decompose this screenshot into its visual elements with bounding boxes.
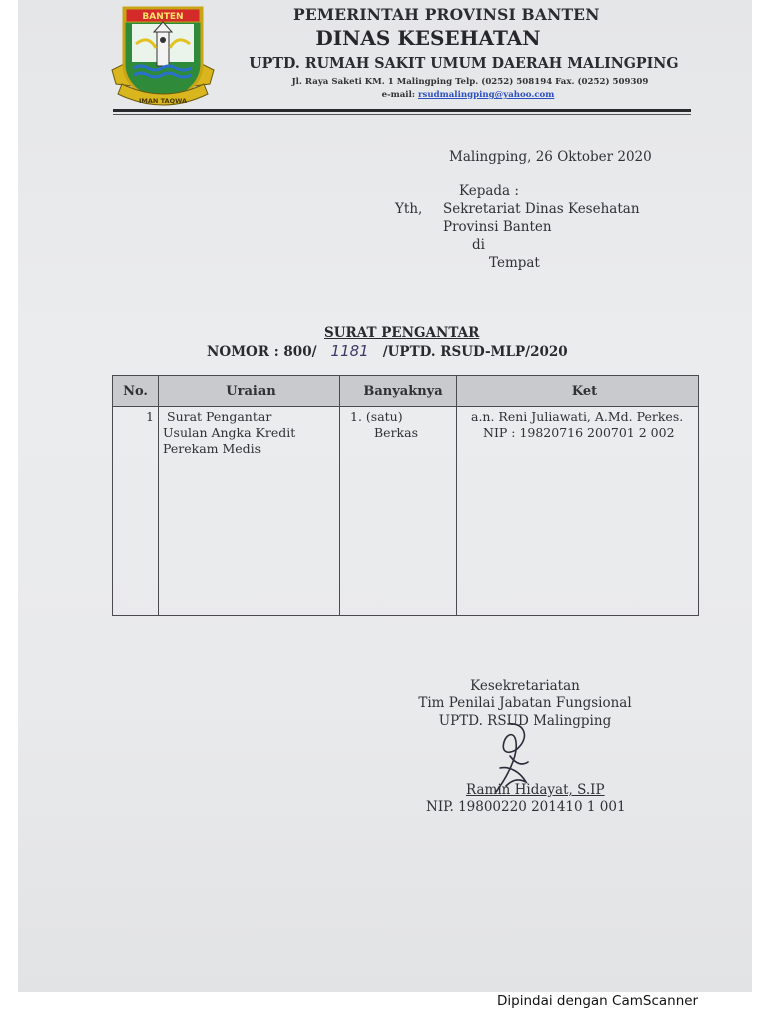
- ket-line: a.n. Reni Juliawati, A.Md. Perkes.: [471, 409, 684, 424]
- place-date: Malingping, 26 Oktober 2020: [449, 149, 652, 165]
- scanner-caption: Dipindai dengan CamScanner: [497, 993, 699, 1009]
- uraian-line: Usulan Angka Kredit: [163, 425, 296, 440]
- document-number: [207, 341, 568, 360]
- logo-ribbon-text: IMAN TAQWA: [138, 97, 188, 105]
- letterhead-hospital: UPTD. RUMAH SAKIT UMUM DAERAH MALINGPING: [249, 54, 679, 72]
- banyaknya-line: 1. (satu): [350, 409, 403, 424]
- email-address: rsudmalingping@yahoo.com: [418, 90, 555, 100]
- document-title: SURAT PENGANTAR: [324, 325, 480, 341]
- signatory-name: Ramin Hidayat, S.IP: [466, 782, 605, 798]
- letterhead-government: PEMERINTAH PROVINSI BANTEN: [293, 5, 600, 24]
- signature-unit: UPTD. RSUD Malingping: [438, 713, 612, 729]
- letterhead-rule-thick: [113, 109, 691, 112]
- cell-no: 1: [113, 407, 159, 616]
- uraian-line: Surat Pengantar: [167, 409, 272, 424]
- cell-ket: [457, 407, 699, 616]
- banten-crest-logo: [108, 4, 218, 112]
- ket-line: NIP : 19820716 200701 2 002: [483, 425, 675, 440]
- cell-banyaknya: [340, 407, 457, 616]
- recipient-line2: Provinsi Banten: [443, 219, 552, 235]
- banyaknya-line: Berkas: [374, 425, 419, 440]
- nomor-handwritten: 1181: [330, 342, 369, 360]
- nomor-suffix: /UPTD. RSUD-MLP/2020: [382, 344, 568, 360]
- recipient-kepada: Kepada :: [459, 183, 519, 199]
- signature-office: Kesekretariatan: [470, 678, 580, 694]
- letterhead-email-line: [318, 90, 618, 100]
- signatory-nip: NIP. 19800220 201410 1 001: [426, 799, 626, 815]
- recipient-di: di: [472, 237, 485, 253]
- recipient-tempat: Tempat: [489, 255, 540, 271]
- recipient-line1: Sekretariat Dinas Kesehatan: [443, 201, 640, 217]
- letterhead-agency: DINAS KESEHATAN: [315, 26, 541, 50]
- recipient-yth: Yth,: [395, 201, 423, 217]
- nomor-prefix: NOMOR : 800/: [207, 344, 317, 360]
- letterhead-rule-thin: [113, 114, 691, 115]
- table-header-row: [113, 376, 699, 407]
- col-header-uraian: Uraian: [159, 376, 340, 407]
- col-header-no: No.: [113, 376, 159, 407]
- table-row: [113, 407, 699, 616]
- uraian-line: Perekam Medis: [163, 441, 262, 456]
- letterhead-address: Jl. Raya Saketi KM. 1 Malingping Telp. (0252) 508194 Fax. (0252) 509309: [291, 77, 649, 87]
- col-header-banyaknya: Banyaknya: [340, 376, 457, 407]
- email-label: e-mail:: [381, 90, 416, 100]
- items-table: [112, 375, 699, 616]
- cell-uraian: [159, 407, 340, 616]
- logo-banner-text: BANTEN: [142, 12, 184, 22]
- col-header-ket: Ket: [457, 376, 699, 407]
- scanned-document: [18, 0, 752, 992]
- signature-team: Tim Penilai Jabatan Fungsional: [418, 695, 632, 711]
